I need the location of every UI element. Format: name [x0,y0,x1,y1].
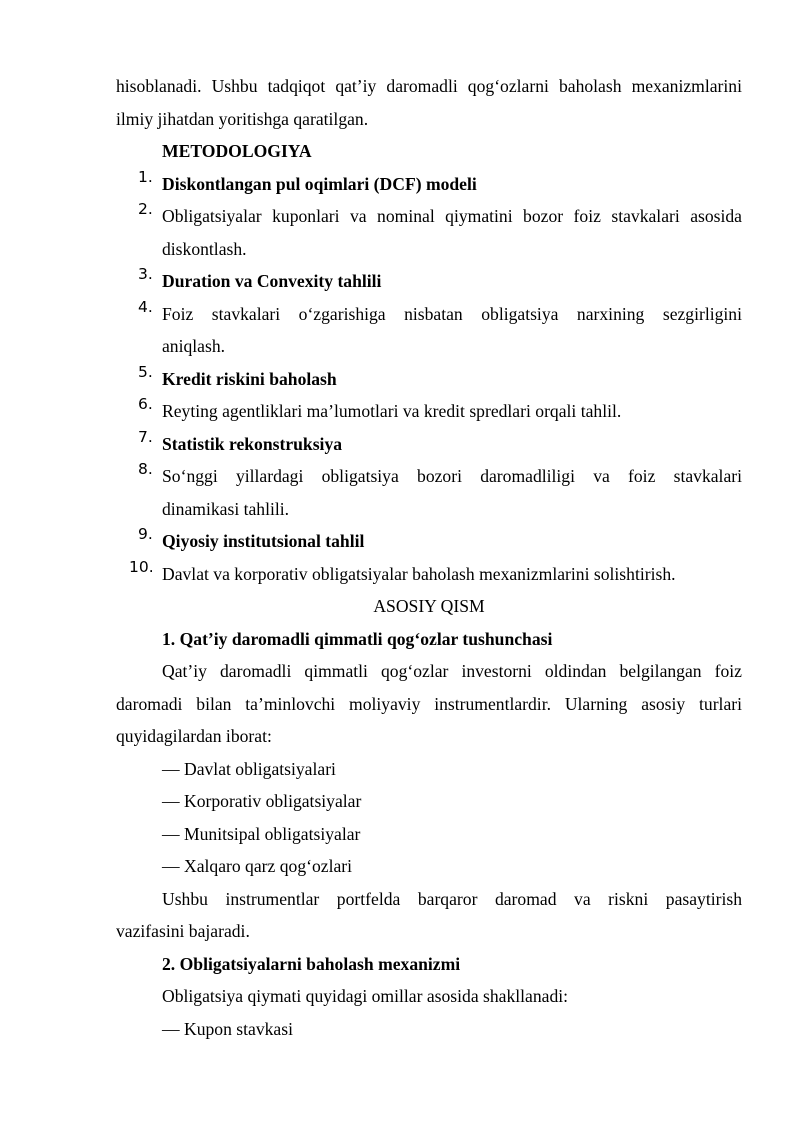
section-1-para-line-3: quyidagilardan iborat: [116,726,272,746]
methodology-item [116,363,742,396]
methodology-item-text: Foiz stavkalari o‘zgarishiga nisbatan obligatsiya narxining sezgirligini [162,303,742,324]
methodology-item [116,200,742,265]
section-1-para-line-2: daromadi bilan ta’minlovchi moliyaviy instrumentlardir. Ularning asosiy turlari [116,693,742,714]
methodology-item-text: Duration va Convexity tahlili [162,271,382,291]
methodology-item-text: Obligatsiyalar kuponlari va nominal qiymatini bozor foiz stavkalari asosida [162,206,742,226]
methodology-item-number: 7. [138,427,153,446]
methodology-item [116,265,742,298]
methodology-item-number: 9. [138,525,153,543]
intro-line-2: ilmiy jihatdan yoritishga qaratilgan. [116,108,369,129]
methodology-item [116,395,742,428]
methodology-item-number: 1. [138,167,153,186]
methodology-item-text: Statistik rekonstruksiya [162,433,343,454]
list-item: — Xalqaro qarz qog‘ozlari [162,856,353,876]
methodology-item-text: aniqlash. [162,336,226,356]
methodology-item-text: So‘nggi yillardagi obligatsiya bozori daromadliligi va foiz stavkalari [162,466,742,486]
section-2-para: Obligatsiya qiymati quyidagi omillar asosida shakllanadi: [162,986,569,1006]
intro-line-1: hisoblanadi. Ushbu tadqiqot qat’iy daromadli qog‘ozlarni baholash mexanizmlarini [116,76,742,96]
methodology-item-text: Qiyosiy institutsional tahlil [162,531,365,551]
main-heading: ASOSIY QISM [373,596,485,616]
methodology-item-text: Kredit riskini baholash [162,368,337,389]
methodology-item [116,428,742,461]
list-item: — Munitsipal obligatsiyalar [162,823,361,844]
list-item: — Kupon stavkasi [162,1018,293,1039]
methodology-heading: METODOLOGIYA [162,141,312,161]
methodology-item-number: 5. [138,362,153,381]
section-2-title: 2. Obligatsiyalarni baholash mexanizmi [162,953,461,974]
methodology-item [116,460,742,525]
methodology-item-number: 10. [129,557,154,576]
list-item: — Korporativ obligatsiyalar [162,791,362,811]
methodology-list [116,168,742,591]
methodology-item [116,525,742,558]
methodology-item-number: 2. [138,200,153,218]
methodology-item-text: Reyting agentliklari ma’lumotlari va kredit spredlari orqali tahlil. [162,401,622,421]
methodology-item-text: Davlat va korporativ obligatsiyalar baholash mexanizmlarini solishtirish. [162,563,676,584]
methodology-item [116,558,742,591]
section-1-title: 1. Qat’iy daromadli qimmatli qog‘ozlar tushunchasi [162,628,553,649]
list-item: — Davlat obligatsiyalari [162,758,336,779]
document-page [116,70,742,1045]
section-1-para-line-1: Qat’iy daromadli qimmatli qog‘ozlar investorni oldindan belgilangan foiz [162,661,742,681]
methodology-item [116,168,742,201]
methodology-item [116,298,742,363]
methodology-item-text: Diskontlangan pul oqimlari (DCF) modeli [162,173,477,194]
methodology-item-text: dinamikasi tahlili. [162,498,290,519]
methodology-item-number: 8. [138,460,153,478]
methodology-item-text: diskontlash. [162,238,247,259]
methodology-item-number: 6. [138,395,153,413]
methodology-item-number: 3. [138,265,153,283]
methodology-item-number: 4. [138,297,153,316]
section-1-after-line-2: vazifasini bajaradi. [116,921,250,941]
section-1-after-line-1: Ushbu instrumentlar portfelda barqaror daromad va riskni pasaytirish [162,888,742,909]
